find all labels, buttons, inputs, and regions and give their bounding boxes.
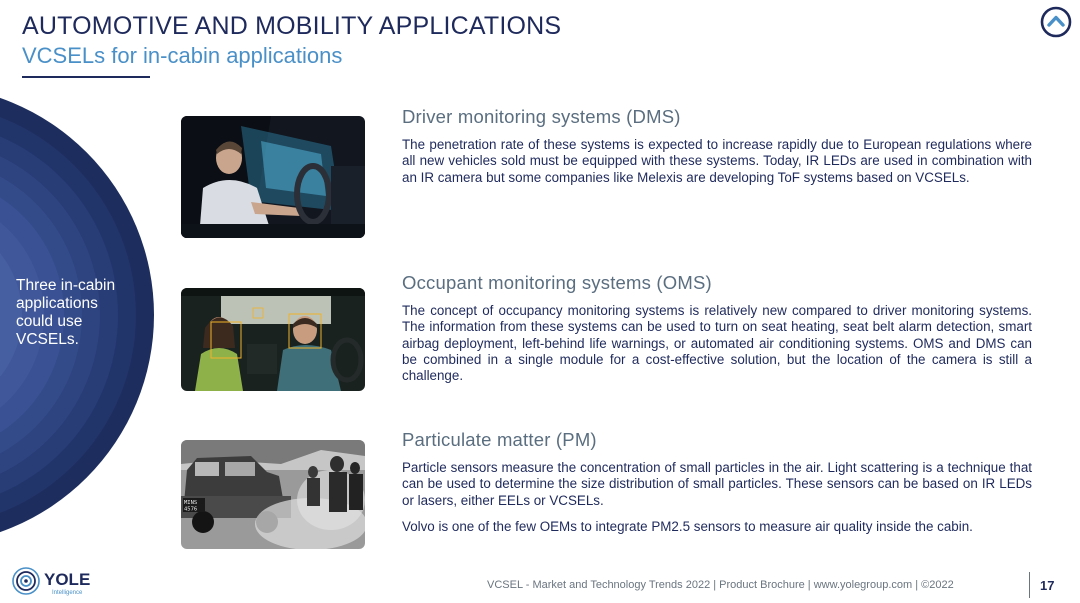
section-text-dms: The penetration rate of these systems is expected to increase rapidly due to European regulations where all new vehicles sold must be equipped with these systems. Today, IR LEDs are used in combination with an IR camera but some companies like Melexis are developing ToF systems based on VCSELs. <box>402 137 1032 185</box>
page-number: 17 <box>1040 578 1055 593</box>
section-title-pm: Particulate matter (PM) <box>402 429 597 450</box>
footer-text: VCSEL - Market and Technology Trends 2022 | Product Brochure | www.yolegroup.com | ©2022 <box>487 579 954 591</box>
logo-tagline: Intelligence <box>52 590 83 596</box>
logo-wordmark: YOLE <box>44 570 91 589</box>
occupant-monitoring-photo <box>181 288 365 391</box>
page-title: AUTOMOTIVE AND MOBILITY APPLICATIONS <box>22 12 562 40</box>
driver-monitoring-photo <box>181 116 365 238</box>
section-text-oms: The concept of occupancy monitoring systems is relatively new compared to driver monitoring systems. The information from these systems can be used to turn on seat heating, seat belt alarm detection, smart airbag deployment, left-behind life warnings, or automated air conditioning systems. OMS and DMS can be combined in a single module for a cost-effective solution, but the location of the camera is still a challenge. <box>402 303 1032 384</box>
footer-divider <box>1029 572 1030 598</box>
chevron-up-circle-icon[interactable] <box>1040 6 1072 38</box>
page-subtitle: VCSELs for in-cabin applications <box>22 43 343 68</box>
license-plate: MINS <box>184 500 198 506</box>
section-title-dms: Driver monitoring systems (DMS) <box>402 106 681 127</box>
title-underline <box>22 76 150 78</box>
sidebar-callout: Three in-cabin applications could use VCSELs. <box>16 277 116 348</box>
section-text-pm-2: Volvo is one of the few OEMs to integrate PM2.5 sensors to measure air quality inside the cabin. <box>402 519 973 534</box>
particulate-matter-photo <box>181 440 365 549</box>
license-plate-number: 4576 <box>184 506 198 513</box>
section-title-oms: Occupant monitoring systems (OMS) <box>402 272 712 293</box>
section-text-pm-1: Particle sensors measure the concentration of small particles in the air. Light scattering is a technique that can be used to determine the size distribution of small particles. These sensors can be based on IR LEDs or lasers, either EELs or VCSELs. <box>402 460 1032 508</box>
yole-logo <box>12 566 106 596</box>
